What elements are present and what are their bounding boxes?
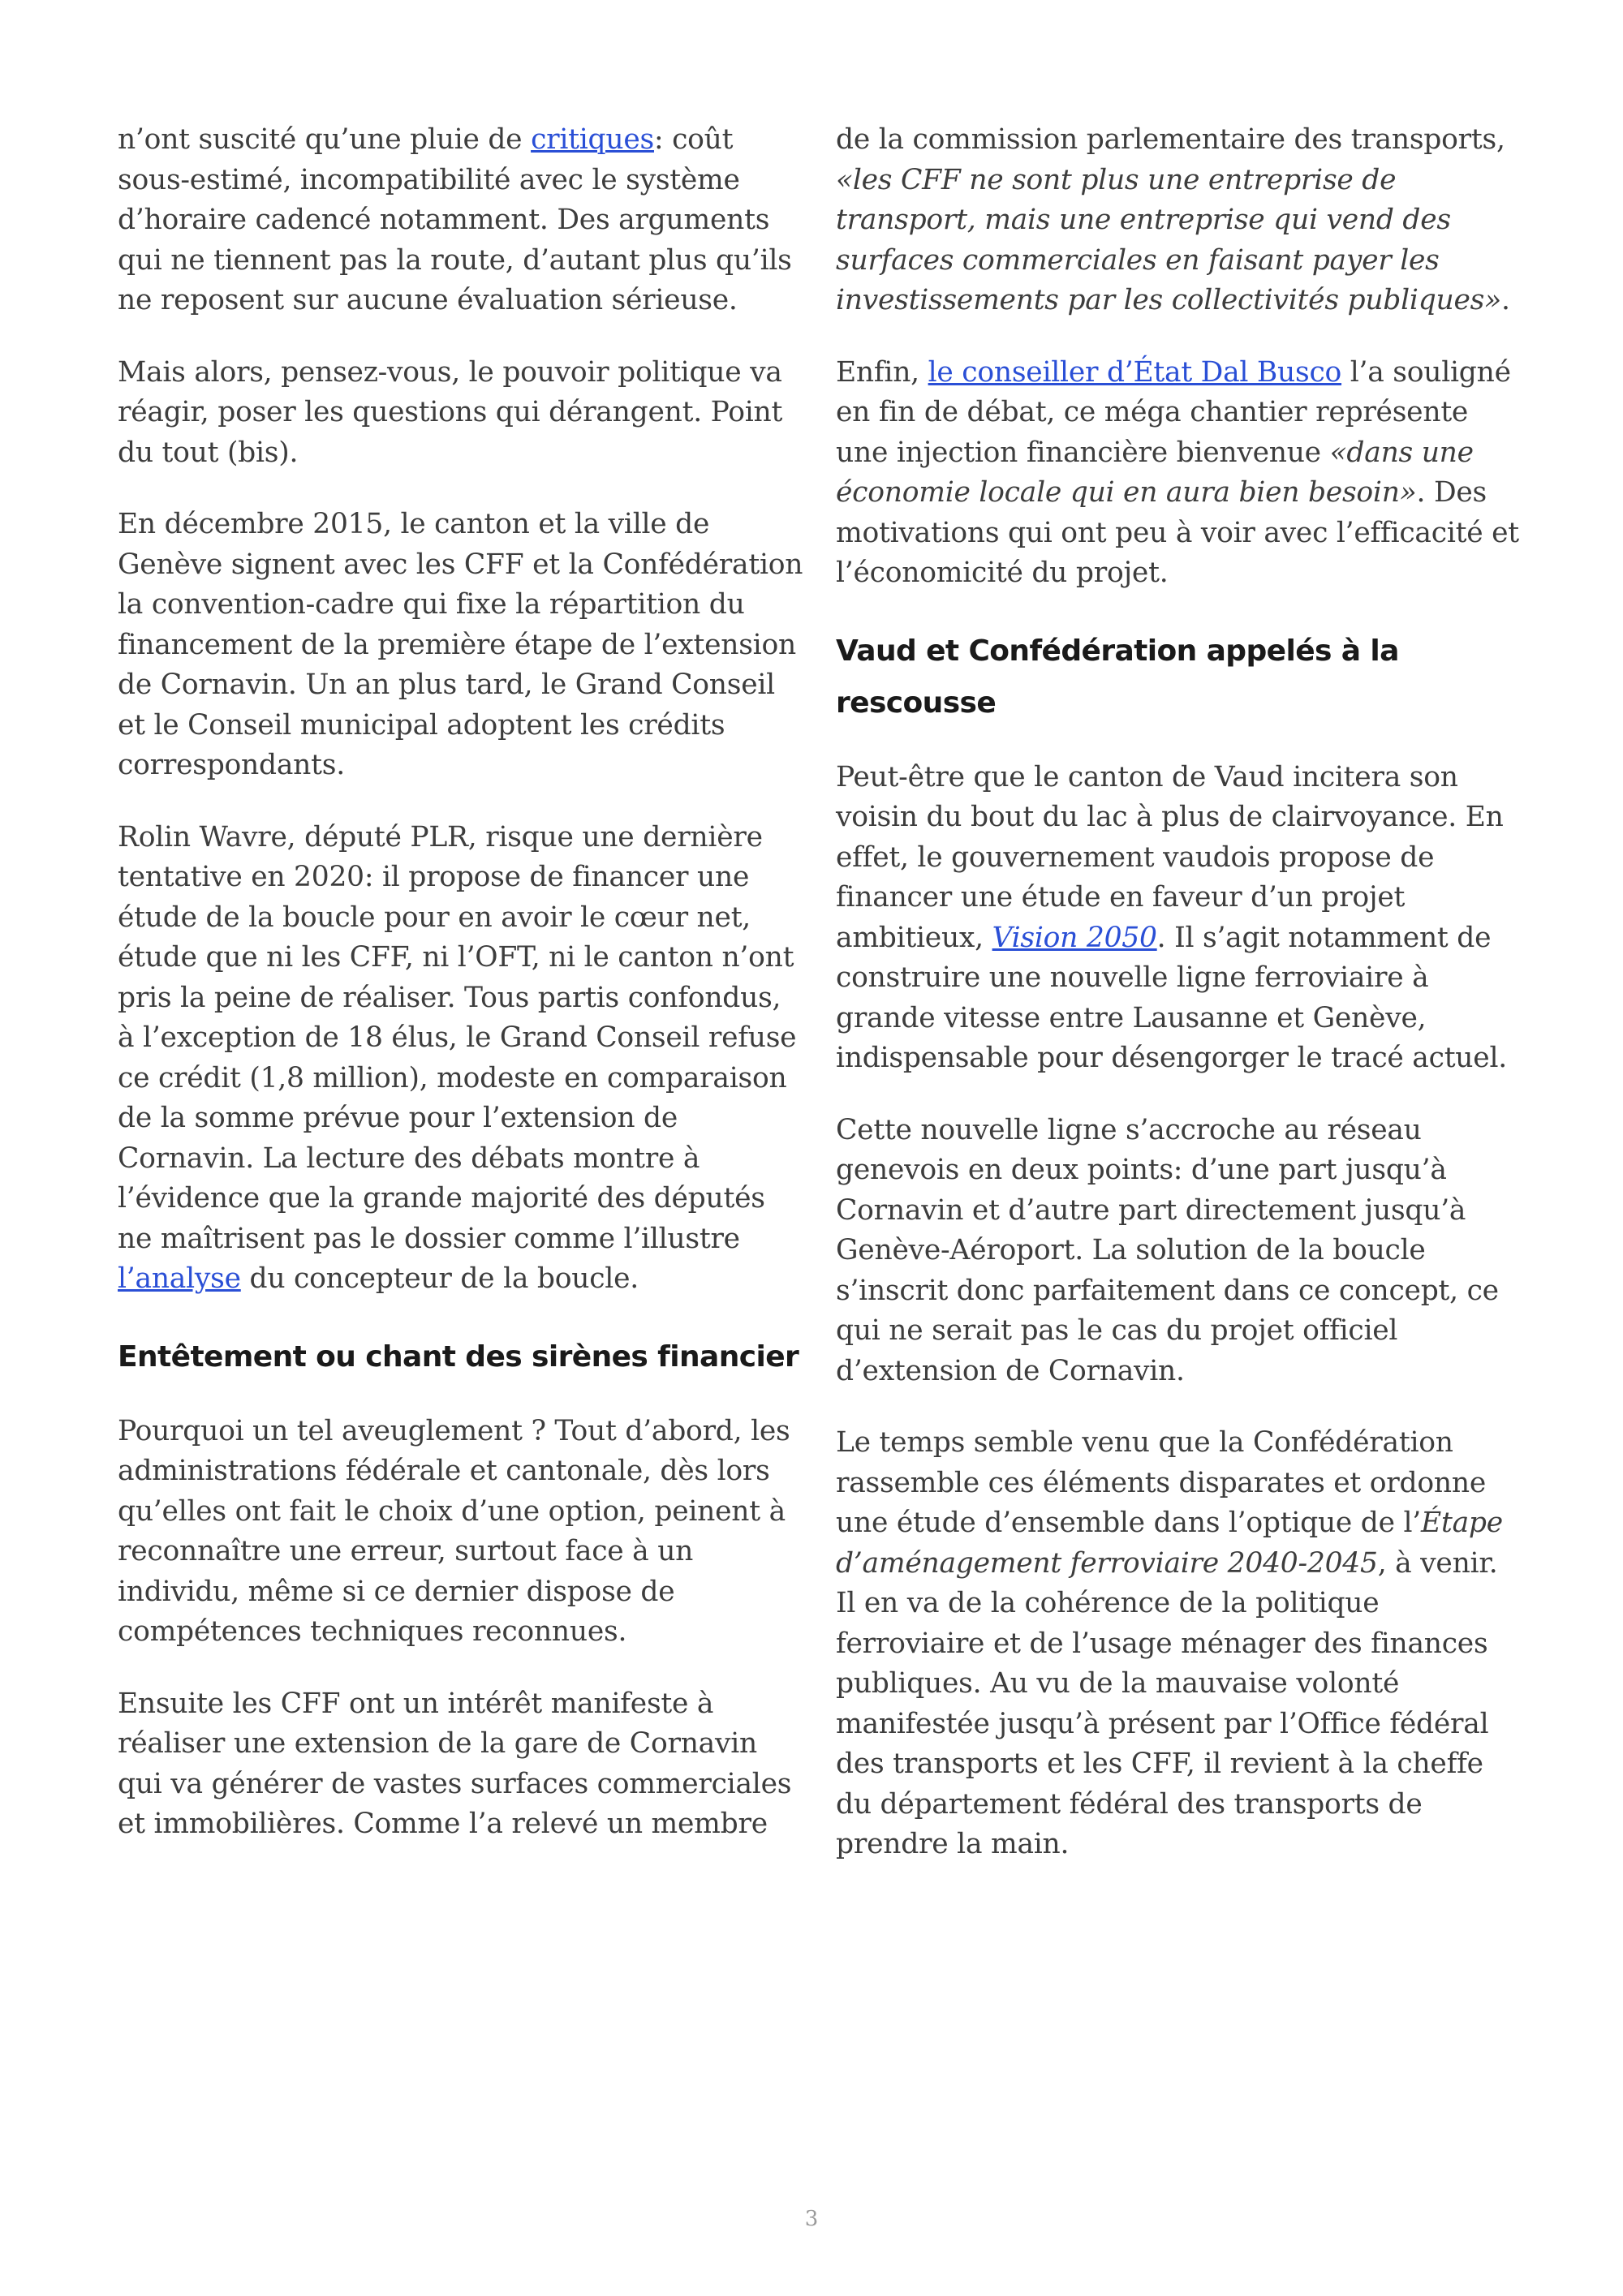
section-heading: Vaud et Confédération appelés à la rescousse <box>836 634 1399 720</box>
paragraph: n’ont suscité qu’une pluie de critiques: coût sous-estimé, incompatibilité avec le système d’horaire cadencé notamment. Des arguments qui ne tiennent pas la route, d’autant plus qu’ils ne reposent sur aucune évaluation sérieuse. <box>118 123 792 316</box>
paragraph: Mais alors, pensez-vous, le pouvoir politique va réagir, poser les questions qui dérangent. Point du tout (bis). <box>118 355 783 469</box>
right-column <box>836 120 1524 1897</box>
paragraph: En décembre 2015, le canton et la ville de Genève signent avec les CFF et la Confédération la convention-cadre qui fixe la répartition du financement de la première étape de l’extension de Cornavin. Un an plus tard, le Grand Conseil et le Conseil municipal adoptent les crédits correspondants. <box>118 508 803 781</box>
left-column <box>118 120 806 1877</box>
paragraph: Rolin Wavre, député PLR, risque une dernière tentative en 2020: il propose de financer une étude de la boucle pour en avoir le cœur net, étude que ni les CFF, ni l’OFT, ni le canton n’ont pris la peine de réaliser. Tous partis confondus, à l’exception de 18 élus, le Grand Conseil refuse ce crédit (1,8 million), modeste en comparaison de la somme prévue pour l’extension de Cornavin. La lecture des débats montre à l’évidence que la grande majorité des députés ne maîtrisent pas le dossier comme l’illustre l’analyse du concepteur de la boucle. <box>118 820 797 1295</box>
paragraph: Le temps semble venu que la Confédération rassemble ces éléments disparates et ordonne une étude d’ensemble dans l’optique de l’Étape d’aménagement ferroviaire 2040-2045, à venir. Il en va de la cohérence de la politique ferroviaire et de l’usage ménager des finances publiques. Au vu de la mauvaise volonté manifestée jusqu’à présent par l’Office fédéral des transports et les CFF, il revient à la cheffe du département fédéral des transports de prendre la main. <box>836 1426 1503 1860</box>
page-number: 3 <box>804 2207 819 2231</box>
paragraph: Peut-être que le canton de Vaud incitera son voisin du bout du lac à plus de clairvoyance. En effet, le gouvernement vaudois propose de financer une étude en faveur d’un projet ambitieux, Vision 2050. Il s’agit notamment de construire une nouvelle ligne ferroviaire à grande vitesse entre Lausanne et Genève, indispensable pour désengorger le tracé actuel. <box>836 760 1507 1074</box>
paragraph: de la commission parlementaire des transports, «les CFF ne sont plus une entreprise de transport, mais une entreprise qui vend des surfaces commerciales en faisant payer les investissements par les collectivités publiques». <box>836 123 1510 316</box>
section-heading: Entêtement ou chant des sirènes financier <box>118 1339 799 1374</box>
paragraph: Pourquoi un tel aveuglement ? Tout d’abord, les administrations fédérale et cantonale, dès lors qu’elles ont fait le choix d’une option, peinent à reconnaître une erreur, surtout face à un individu, même si ce dernier dispose de compétences techniques reconnues. <box>118 1414 790 1648</box>
paragraph: Ensuite les CFF ont un intérêt manifeste à réaliser une extension de la gare de Cornavin qui va générer de vastes surfaces commerciales et immobilières. Comme l’a relevé un membre <box>118 1687 792 1840</box>
quote: «dans une économie locale qui en aura bien besoin» <box>836 436 1474 509</box>
emphasis: Étape d’aménagement ferroviaire 2040-2045 <box>836 1507 1503 1580</box>
link-analyse[interactable]: l’analyse <box>118 1262 241 1295</box>
link-critiques[interactable]: critiques <box>531 123 654 156</box>
paragraph: Cette nouvelle ligne s’accroche au réseau genevois en deux points: d’une part jusqu’à Cornavin et d’autre part directement jusqu’à Genève-Aéroport. La solution de la boucle s’inscrit donc parfaitement dans ce concept, ce qui ne serait pas le cas du projet officiel d’extension de Cornavin. <box>836 1113 1499 1387</box>
link-vision-2050[interactable]: Vision 2050 <box>992 921 1157 954</box>
quote: «les CFF ne sont plus une entreprise de transport, mais une entreprise qui vend des surfaces commerciales en faisant payer les investissements par les collectivités publiques» <box>836 163 1501 316</box>
link-dal-busco[interactable]: le conseiller d’État Dal Busco <box>928 355 1342 389</box>
paragraph: Enfin, le conseiller d’État Dal Busco l’a souligné en fin de débat, ce méga chantier représente une injection financière bienvenue «dans une économie locale qui en aura bien besoin». Des motivations qui ont peu à voir avec l’efficacité et l’économicité du projet. <box>836 355 1519 589</box>
